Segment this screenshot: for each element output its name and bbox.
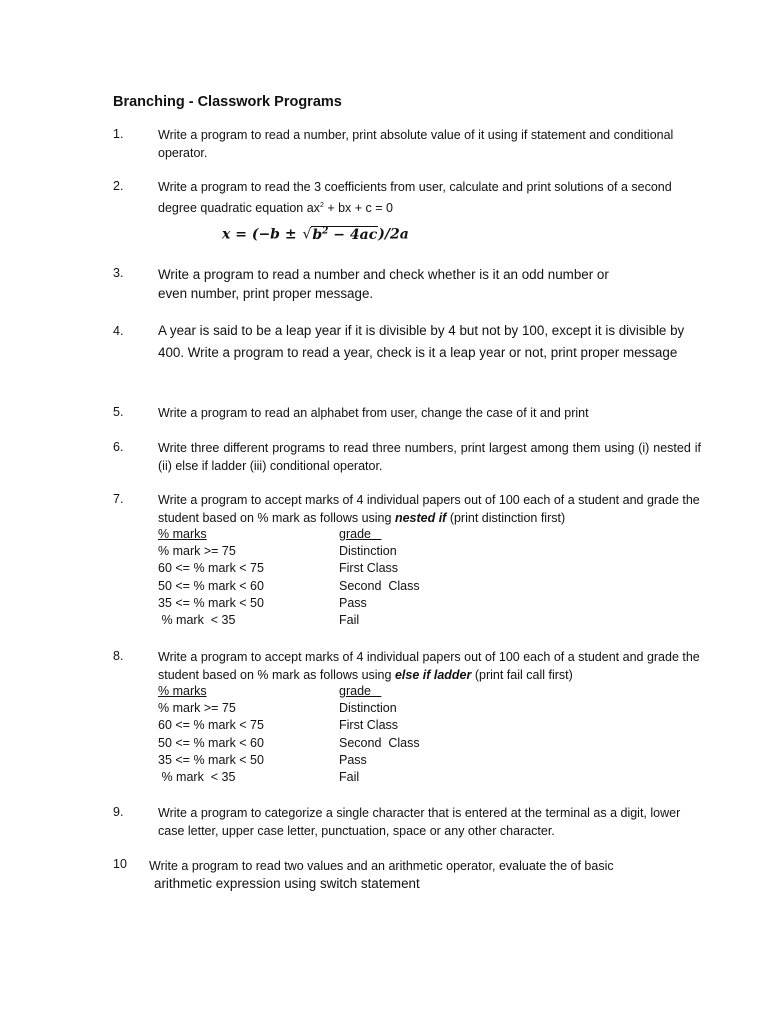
table-row bbox=[158, 543, 420, 560]
grade-header: grade bbox=[339, 684, 382, 698]
grade-table-8 bbox=[158, 683, 420, 786]
marks-cell: % mark >= 75 bbox=[158, 701, 236, 716]
question-number-4: 4. bbox=[113, 324, 124, 338]
question-8-text bbox=[158, 649, 701, 684]
radicand-b: b bbox=[312, 226, 323, 243]
grade-cell: Fail bbox=[339, 769, 360, 784]
question-5-text: Write a program to read an alphabet from user, change the case of it and print bbox=[158, 406, 589, 420]
marks-cell: 60 <= % mark < 75 bbox=[158, 718, 264, 733]
grade-cell: Second Class bbox=[339, 735, 420, 750]
question-7-text-a: Write a program to accept marks of 4 individual papers out of 100 each of a student and grade the student based on % mark as follows using bbox=[158, 493, 700, 525]
grade-table-header bbox=[158, 526, 420, 543]
question-4-text: A year is said to be a leap year if it is divisible by 4 but not by 100, except it is divisible by 400. Write a program to read a year, check is it a leap year or not, print proper message bbox=[158, 323, 685, 360]
marks-cell: % mark >= 75 bbox=[158, 544, 236, 559]
question-number-7: 7. bbox=[113, 492, 124, 506]
table-row bbox=[158, 769, 420, 786]
table-row bbox=[158, 700, 420, 717]
question-3-line-2: even number, print proper message. bbox=[158, 286, 374, 301]
formula-lhs: x = (−b ± bbox=[222, 226, 302, 243]
question-number-9: 9. bbox=[113, 805, 124, 819]
question-10-line-1: Write a program to read two values and an arithmetic operator, evaluate the of basic bbox=[149, 859, 614, 873]
question-number-1: 1. bbox=[113, 127, 124, 141]
question-8-text-a: Write a program to accept marks of 4 individual papers out of 100 each of a student and grade the student based on % mark as follows using bbox=[158, 650, 700, 682]
marks-cell: 50 <= % mark < 60 bbox=[158, 578, 264, 593]
question-3-text bbox=[158, 265, 701, 303]
grade-cell: Pass bbox=[339, 595, 367, 610]
page-title: Branching - Classwork Programs bbox=[113, 94, 342, 110]
table-row bbox=[158, 595, 420, 612]
marks-cell: 60 <= % mark < 75 bbox=[158, 561, 264, 576]
question-number-3: 3. bbox=[113, 266, 124, 280]
question-6-text: Write three different programs to read three numbers, print largest among them using (i) nested if (ii) else if ladder (iii) conditional operator. bbox=[158, 441, 701, 473]
marks-cell: 35 <= % mark < 50 bbox=[158, 752, 264, 767]
quadratic-formula bbox=[222, 226, 409, 243]
question-8-emphasis: else if ladder bbox=[394, 667, 472, 682]
formula-rhs: )/2a bbox=[378, 226, 409, 243]
square-root bbox=[301, 226, 378, 243]
grade-cell: Distinction bbox=[339, 701, 397, 716]
marks-cell: % mark < 35 bbox=[158, 769, 236, 784]
table-row bbox=[158, 752, 420, 769]
question-1-text: Write a program to read a number, print absolute value of it using if statement and conditional operator. bbox=[158, 128, 674, 160]
exponent-2: 2 bbox=[319, 201, 324, 209]
question-2-text-a: Write a program to read the 3 coefficients from user, calculate and print solutions of a second degree quadratic equation ax bbox=[158, 180, 672, 215]
question-number-8: 8. bbox=[113, 649, 124, 663]
sqrt-sign-icon: √ bbox=[302, 226, 312, 243]
grade-cell: First Class bbox=[339, 561, 399, 576]
marks-cell: 50 <= % mark < 60 bbox=[158, 735, 264, 750]
grade-table-header bbox=[158, 683, 420, 700]
grade-cell: Distinction bbox=[339, 544, 397, 559]
grade-cell: First Class bbox=[339, 718, 399, 733]
radicand-exponent: 2 bbox=[322, 226, 329, 236]
question-8-text-b: (print fail call first) bbox=[471, 667, 573, 682]
table-row bbox=[158, 612, 420, 629]
table-row bbox=[158, 578, 420, 595]
question-7-emphasis: nested if bbox=[394, 510, 447, 525]
question-7-text-b: (print distinction first) bbox=[446, 510, 566, 525]
question-number-6: 6. bbox=[113, 440, 124, 454]
grade-cell: Second Class bbox=[339, 578, 420, 593]
question-number-2: 2. bbox=[113, 179, 124, 193]
question-number-5: 5. bbox=[113, 405, 124, 419]
grade-table-7 bbox=[158, 526, 420, 629]
radicand bbox=[311, 226, 378, 243]
radicand-tail: − 4ac bbox=[328, 226, 378, 243]
table-row bbox=[158, 735, 420, 752]
question-3-line-1: Write a program to read a number and check whether is it an odd number or bbox=[158, 267, 609, 282]
question-9-text: Write a program to categorize a single character that is entered at the terminal as a digit, lower case letter, upper case letter, punctuation, space or any other character. bbox=[158, 806, 681, 838]
marks-header: % marks bbox=[158, 527, 207, 541]
question-10-line-2: arithmetic expression using switch statement bbox=[154, 876, 420, 891]
question-10-text bbox=[149, 857, 614, 893]
marks-cell: % mark < 35 bbox=[158, 612, 236, 627]
question-7-text bbox=[158, 492, 701, 527]
question-2-text-b: + bx + c = 0 bbox=[323, 200, 393, 215]
marks-cell: 35 <= % mark < 50 bbox=[158, 595, 264, 610]
grade-cell: Pass bbox=[339, 752, 367, 767]
question-number-10: 10 bbox=[113, 857, 127, 871]
table-row bbox=[158, 717, 420, 734]
grade-header: grade bbox=[339, 527, 382, 541]
grade-cell: Fail bbox=[339, 612, 360, 627]
marks-header: % marks bbox=[158, 684, 207, 698]
table-row bbox=[158, 560, 420, 577]
question-2-text bbox=[158, 179, 701, 217]
